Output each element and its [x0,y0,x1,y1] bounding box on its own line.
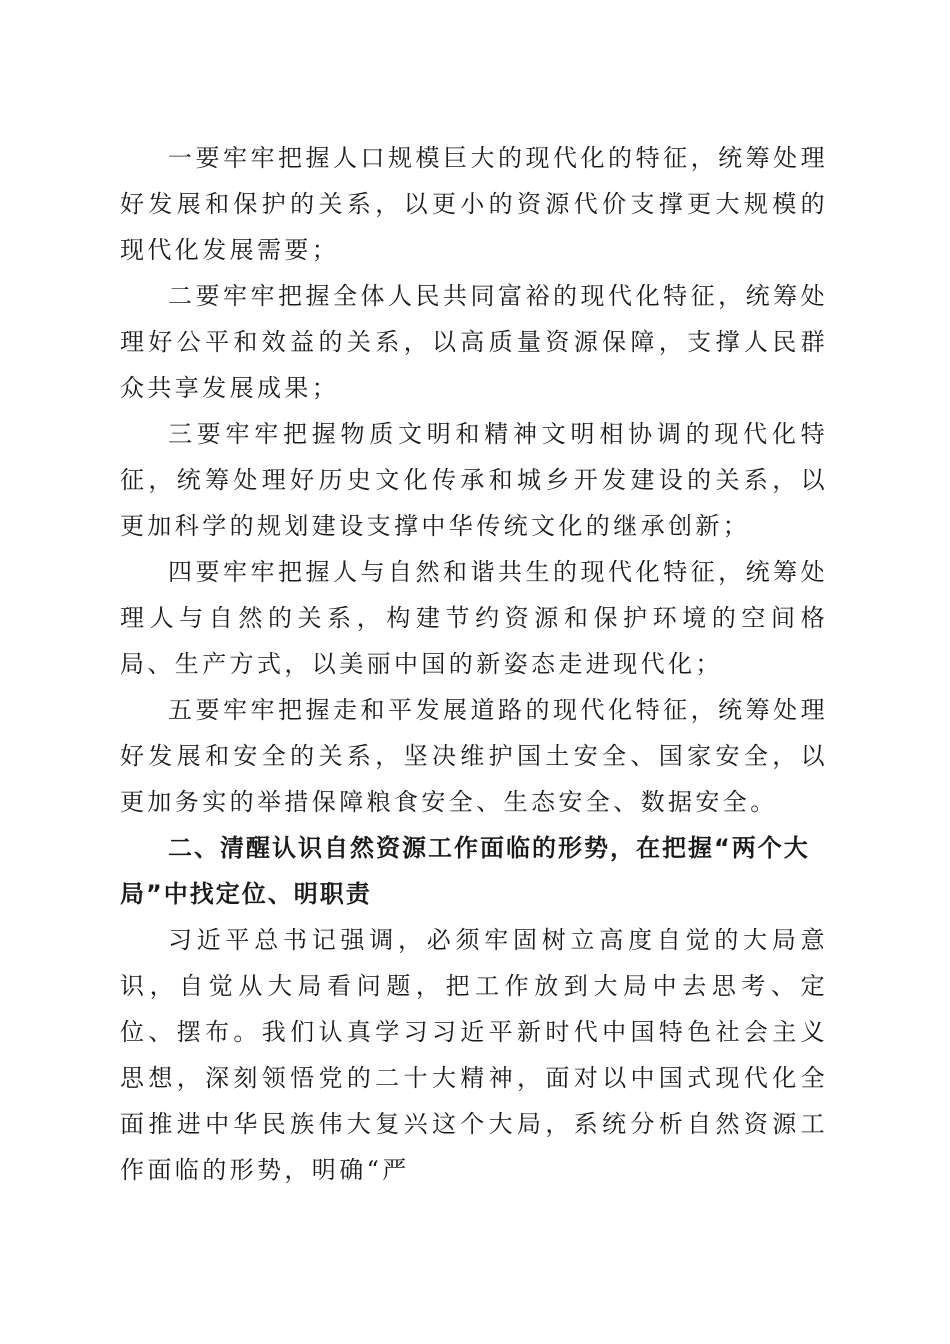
paragraph-one: 一要牢牢把握人口规模巨大的现代化的特征，统筹处理好发展和保护的关系，以更小的资源代价支撑更大规模的现代化发展需要； [120,144,828,264]
paragraph-five: 五要牢牢把握走和平发展道路的现代化特征，统筹处理好发展和安全的关系，坚决维护国土安全、国家安全，以更加务实的举措保障粮食安全、生态安全、数据安全。 [120,696,828,816]
paragraph-four: 四要牢牢把握人与自然和谐共生的现代化特征，统筹处理人与自然的关系，构建节约资源和保护环境的空间格局、生产方式，以美丽中国的新姿态走进现代化； [120,558,828,678]
paragraph-three: 三要牢牢把握物质文明和精神文明相协调的现代化特征，统筹处理好历史文化传承和城乡开发建设的关系，以更加科学的规划建设支撑中华传统文化的继承创新； [120,420,828,540]
paragraph-after-heading: 习近平总书记强调，必须牢固树立高度自觉的大局意识，自觉从大局看问题，把工作放到大局中去思考、定位、摆布。我们认真学习习近平新时代中国特色社会主义思想，深刻领悟党的二十大精神，面对以中国式现代化全面推进中华民族伟大复兴这个大局，系统分析自然资源工作面临的形势，明确“严 [120,926,828,1184]
document-body [120,135,828,1193]
section-heading: 二、清醒认识自然资源工作面临的形势，在把握“两个大局”中找定位、明职责 [120,834,810,908]
paragraph-two: 二要牢牢把握全体人民共同富裕的现代化特征，统筹处理好公平和效益的关系，以高质量资源保障，支撑人民群众共享发展成果； [120,282,828,402]
